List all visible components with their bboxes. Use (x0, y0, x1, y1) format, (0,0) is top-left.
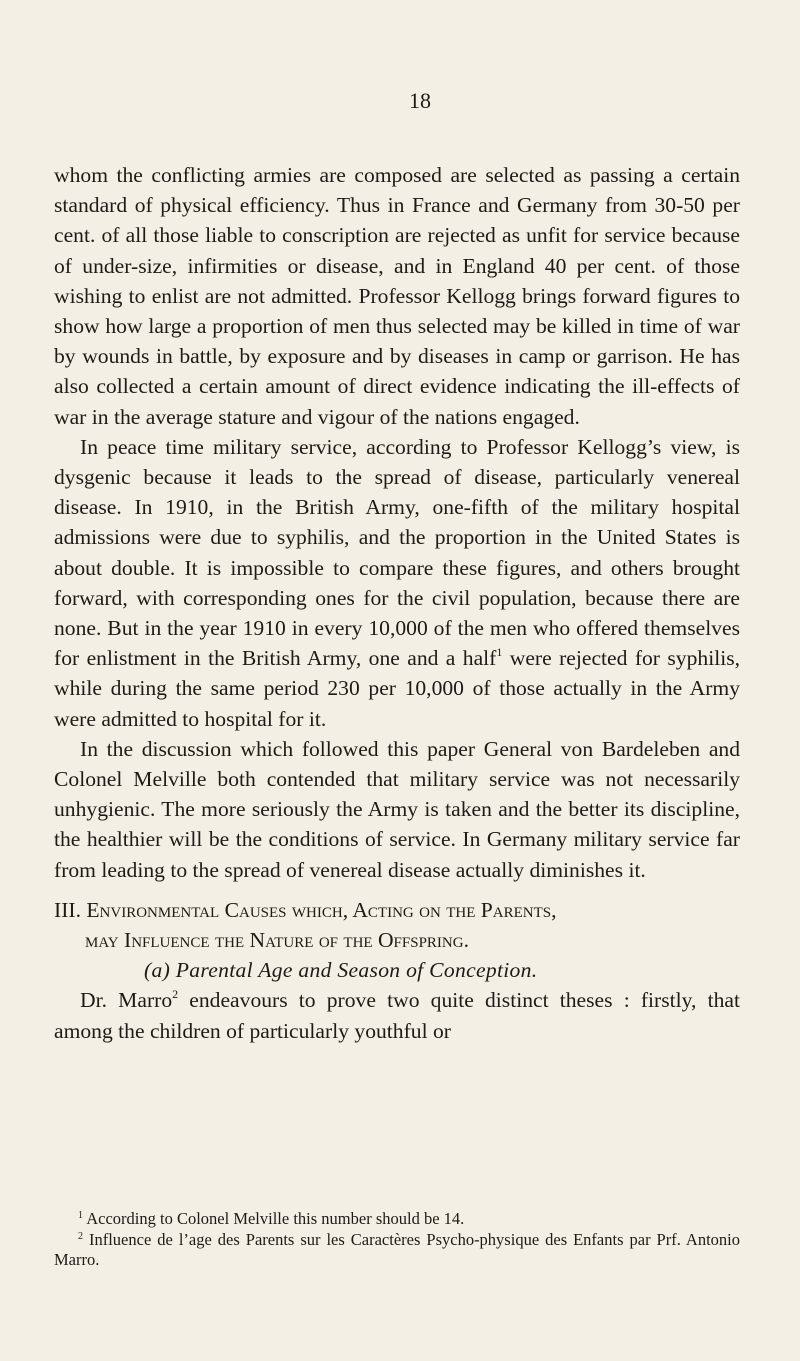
paragraph-1: whom the conflicting armies are composed are selected as passing a certain standard of physical efficiency. Thus in France and Germany from 30-50 per cent. of all those liable to conscription are rejected as unfit for service because of under-size, infirmities or disease, and in England 40 per cent. of those wishing to enlist are not admitted. Professor Kellogg brings forward figures to show how large a proportion of men thus selected may be killed in time of war by wounds in battle, by exposure and by diseases in camp or garrison. He has also collected a certain amount of direct evidence indicating the ill-effects of war in the average stature and vigour of the nations engaged. (54, 163, 740, 429)
paragraph-2 (54, 432, 740, 734)
body-text (54, 160, 740, 1046)
paragraph-3: In the discussion which followed this paper General von Bardeleben and Colonel Melville both contended that military service was not necessarily unhygienic. The more seriously the Army is taken and the better its discipline, the healthier will be the conditions of service. In Germany military service far from leading to the spread of venereal disease actually diminishes it. (54, 736, 740, 882)
footnote-2-marker: 2 (78, 1230, 83, 1242)
footnote-2 (54, 1230, 740, 1271)
section-heading-line-1: III. Environmental Causes which, Acting on the Parents, (54, 897, 557, 922)
paragraph-2-part-2: were rejected for syphilis, while during the same period 230 per 10,000 of those actually in the Army were admitted to hospital for it. (54, 646, 740, 731)
page-number: 18 (409, 88, 431, 113)
footnote-2-text: Influence de l’age des Parents sur les Caractères Psycho-physique des Enfants par Prf. Antonio Marro. (54, 1229, 740, 1269)
paragraph-4-part-1: Dr. Marro (80, 988, 173, 1013)
paragraph-4-part-2: endeavours to prove two quite distinct theses : firstly, that among the children of particularly youthful or (54, 988, 740, 1043)
paragraph-4 (54, 985, 740, 1045)
footnote-reference-1: 1 (496, 645, 503, 660)
footnotes (54, 1209, 740, 1271)
footnote-1-marker: 1 (78, 1210, 83, 1221)
footnote-1-text: According to Colonel Melville this number should be 14. (83, 1209, 465, 1228)
section-heading (54, 895, 740, 955)
subsection-heading: (a) Parental Age and Season of Conception. (144, 958, 538, 983)
footnote-1 (54, 1209, 740, 1230)
section-heading-line-2: may Influence the Nature of the Offspring. (85, 928, 469, 953)
footnote-reference-2: 2 (172, 987, 179, 1002)
paragraph-2-part-1: In peace time military service, according to Professor Kellogg’s view, is dysgenic because it leads to the spread of disease, particularly venereal disease. In 1910, in the British Army, one-fifth of the military hospital admissions were due to syphilis, and the proportion in the United States is about double. It is impossible to compare these figures, and others brought forward, with corresponding ones for the civil population, because there are none. But in the year 1910 in every 10,000 of the men who offered themselves for enlistment in the British Army, one and a half (54, 434, 740, 671)
